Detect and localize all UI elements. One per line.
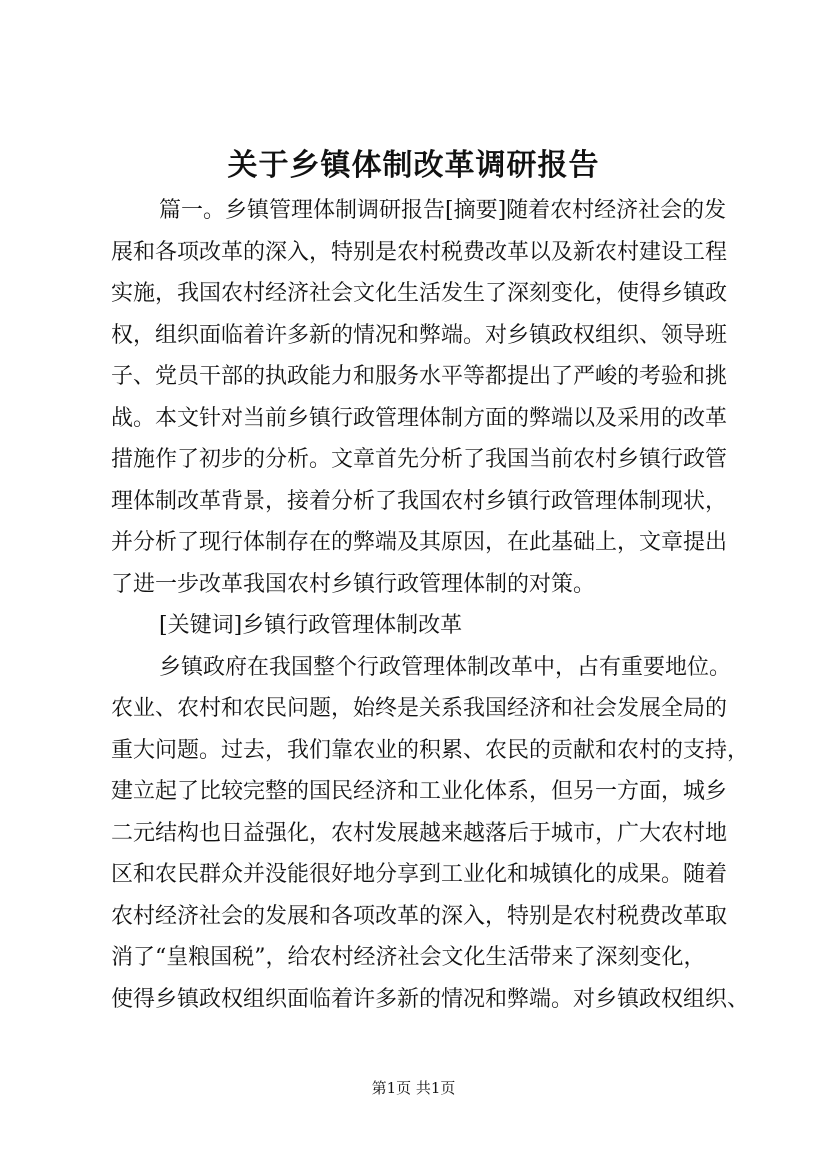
body-line: 篇一。乡镇管理体制调研报告[摘要]随着农村经济社会的发 [159, 198, 727, 223]
body-line: 实施，我国农村经济社会文化生活发生了深刻变化，使得乡镇政 [111, 281, 728, 306]
body-line: 乡镇政府在我国整个行政管理体制改革中，占有重要地位。 [159, 654, 732, 680]
document-title: 关于乡镇体制改革调研报告 [227, 148, 600, 183]
body-line: 子、党员干部的执政能力和服务水平等都提出了严峻的考验和挑 [111, 364, 728, 389]
body-line: 二元结构也日益强化，农村发展越来越落后于城市，广大农村地 [111, 820, 728, 846]
body-line: 权，组织面临着许多新的情况和弊端。对乡镇政权组织、领导班 [111, 322, 728, 348]
document-body [111, 190, 750, 1020]
body-line: 并分析了现行体制存在的弊端及其原因，在此基础上，文章提出 [111, 530, 728, 555]
body-line: 建立起了比较完整的国民经济和工业化体系，但另一方面，城乡 [111, 779, 728, 804]
body-line: 使得乡镇政权组织面临着许多新的情况和弊端。对乡镇政权组织、 [111, 986, 750, 1012]
body-line: 了进一步改革我国农村乡镇行政管理体制的对策。 [111, 571, 596, 597]
body-line: 农村经济社会的发展和各项改革的深入，特别是农村税费改革取 [111, 903, 728, 929]
body-line: [关键词]乡镇行政管理体制改革 [159, 613, 463, 638]
body-line: 战。本文针对当前乡镇行政管理体制方面的弊端以及采用的改革 [111, 405, 728, 431]
page-footer: 第1页 共1页 [371, 1079, 456, 1097]
body-line: 消了“皇粮国税”，给农村经济社会文化生活带来了深刻变化， [111, 945, 706, 970]
body-line: 措施作了初步的分析。文章首先分析了我国当前农村乡镇行政管 [111, 447, 728, 472]
body-line: 展和各项改革的深入，特别是农村税费改革以及新农村建设工程 [111, 239, 728, 265]
body-line: 农业、农村和农民问题，始终是关系我国经济和社会发展全局的 [111, 696, 728, 721]
body-line: 区和农民群众并没能很好地分享到工业化和城镇化的成果。随着 [111, 862, 728, 887]
body-line: 理体制改革背景，接着分析了我国农村乡镇行政管理体制现状， [111, 488, 728, 514]
body-line: 重大问题。过去，我们靠农业的积累、农民的贡献和农村的支持， [111, 737, 750, 763]
